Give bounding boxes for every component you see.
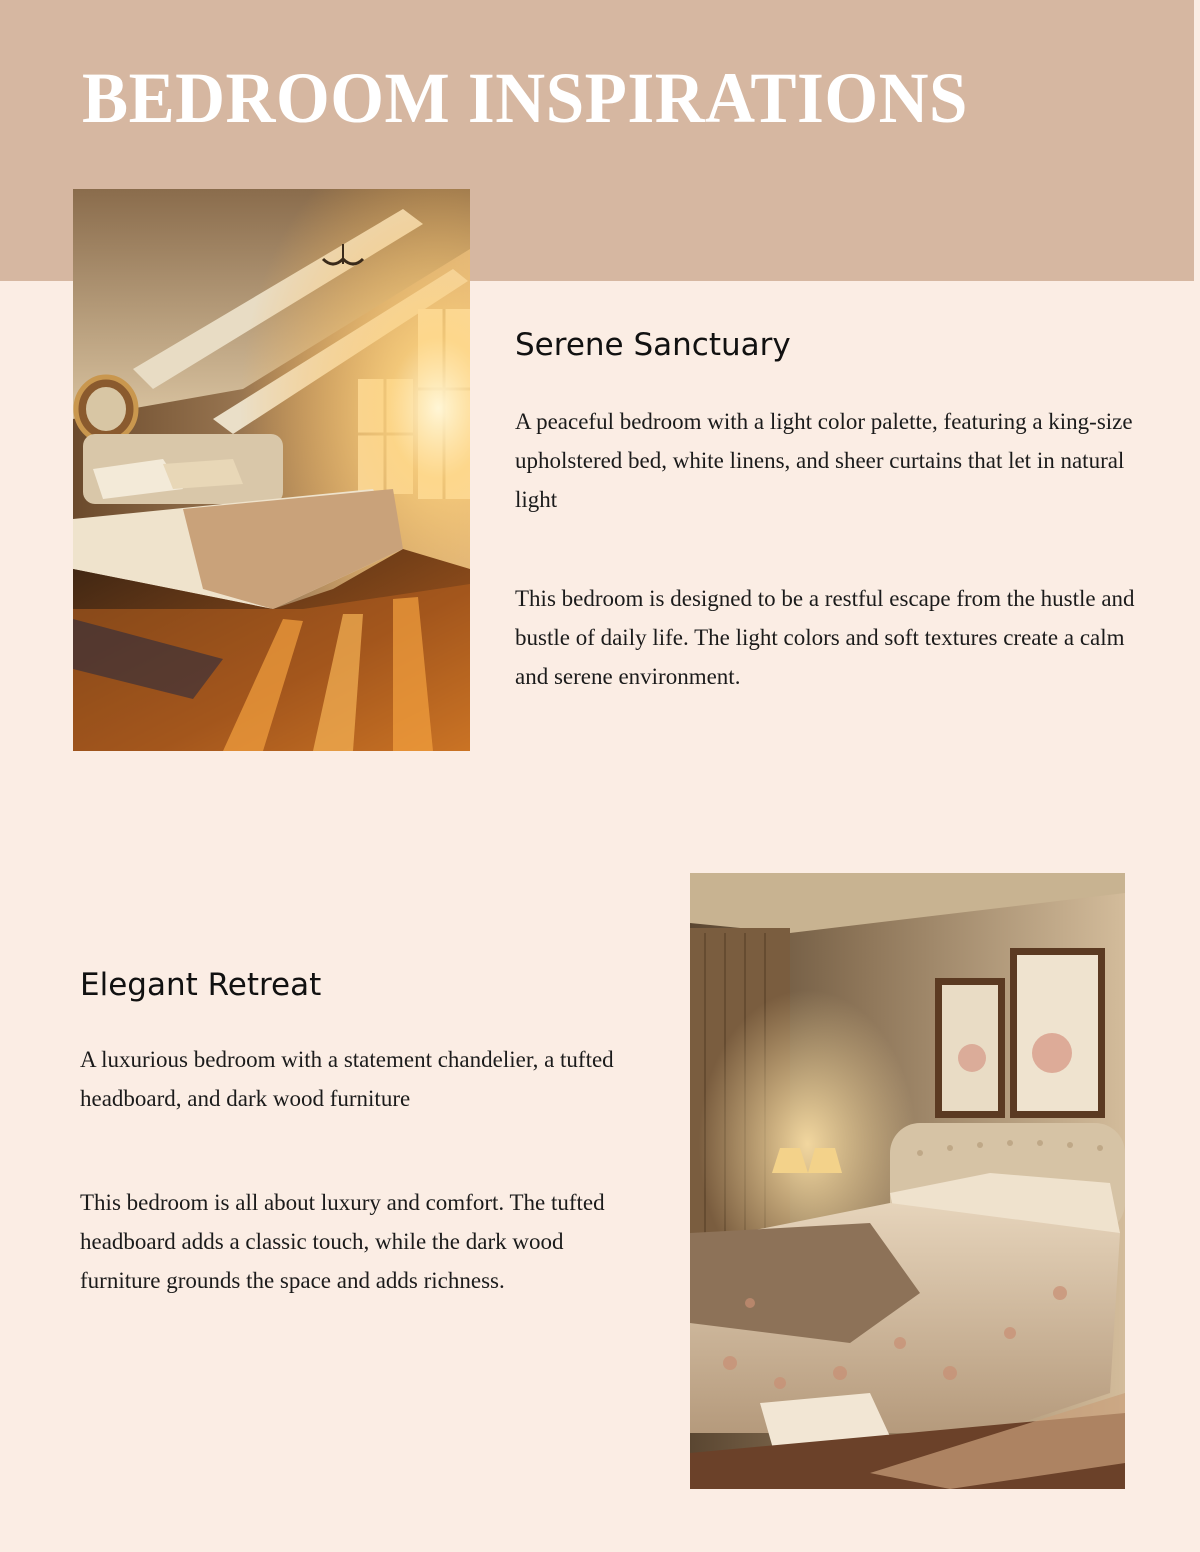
section-body-serene-sanctuary: This bedroom is designed to be a restful escape from the hustle and bustle of daily life. The light colors and soft textures create a calm and serene environment. xyxy=(515,586,1135,689)
page-title: BEDROOM INSPIRATIONS xyxy=(82,58,968,138)
section-description-serene-sanctuary: A peaceful bedroom with a light color palette, featuring a king-size upholstered bed, white linens, and sheer curtains that let in natural light xyxy=(515,409,1133,512)
section-heading-elegant-retreat: Elegant Retreat xyxy=(80,967,322,1003)
section-description-elegant-retreat: A luxurious bedroom with a statement chandelier, a tufted headboard, and dark wood furniture xyxy=(80,1047,614,1111)
serene-sanctuary-photo xyxy=(73,189,470,751)
section-body-elegant-retreat: This bedroom is all about luxury and comfort. The tufted headboard adds a classic touch, while the dark wood furniture grounds the space and adds richness. xyxy=(80,1190,605,1293)
section-heading-serene-sanctuary: Serene Sanctuary xyxy=(515,327,791,363)
elegant-retreat-photo xyxy=(690,873,1125,1489)
